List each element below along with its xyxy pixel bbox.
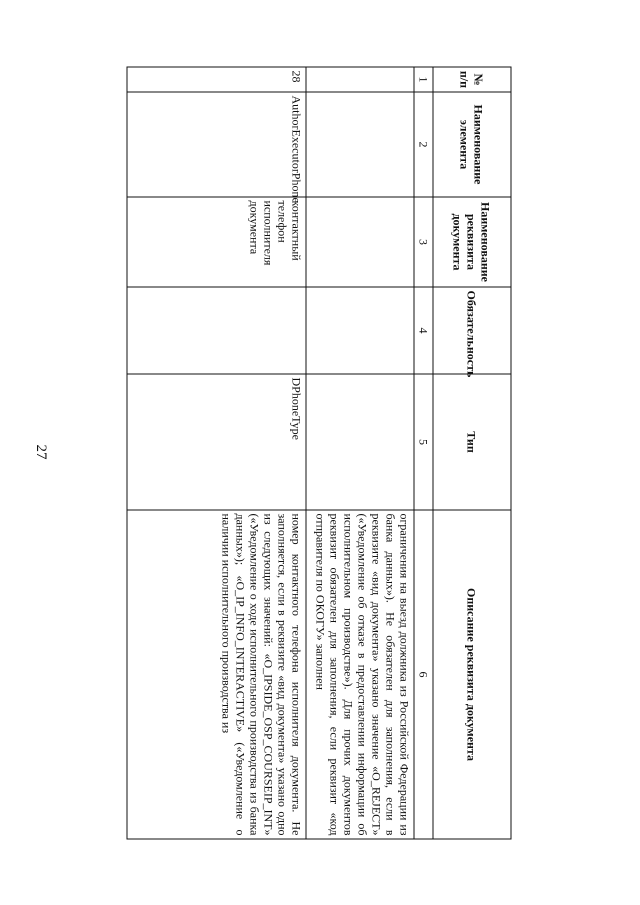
row-requisite: контактный телефон исполнителя документа (127, 197, 306, 287)
header-required: Обязательность (433, 287, 511, 374)
row-required (127, 287, 306, 374)
row-description: номер контактного телефона исполнителя документа. Не заполняется, если в реквизите «вид документа» указано одно из следующих значений: «O_IPSIDE_OSP_COURSEIP_INT» («Уведомление о ходе исполнительного производства из банка данных»); «O_IP_INFO_INTERACTIVE» («Уведомление о наличии исполнительного производства из (127, 510, 306, 839)
row-num (306, 67, 414, 92)
row-element: AuthorExecutorPhone (127, 92, 306, 197)
header-num: № п/п (433, 67, 511, 92)
row-element (306, 92, 414, 197)
row-type: DPhoneType (127, 374, 306, 510)
table-row (127, 67, 306, 839)
rotated-table-wrapper (129, 67, 512, 839)
row-description: ограничения на выезд должника из Российской Федерации из банка данных»). Не обязателен для заполнения, если в реквизите «вид документа» указано значение «O_REJECT» («Уведомление об отказе в предоставлении информации об исполнительном производстве»). Для прочих документов реквизит обязателен для заполнения, если реквизит «код отправителя по ОКОГУ» заполнен (306, 510, 414, 839)
col-number-1: 1 (414, 67, 433, 92)
page-number: 27 (33, 444, 49, 460)
header-element-name: Наименование элемента (433, 92, 511, 197)
row-num: 28 (127, 67, 306, 92)
header-description: Описание реквизита документа (433, 510, 511, 839)
table-row (306, 67, 414, 839)
row-requisite (306, 197, 414, 287)
row-type (306, 374, 414, 510)
requisites-table (127, 67, 512, 840)
col-number-3: 3 (414, 197, 433, 287)
col-number-4: 4 (414, 287, 433, 374)
col-number-6: 6 (414, 510, 433, 839)
header-requisite-name: Наименование реквизита документа (433, 197, 511, 287)
col-number-2: 2 (414, 92, 433, 197)
header-type: Тип (433, 374, 511, 510)
col-number-5: 5 (414, 374, 433, 510)
row-required (306, 287, 414, 374)
